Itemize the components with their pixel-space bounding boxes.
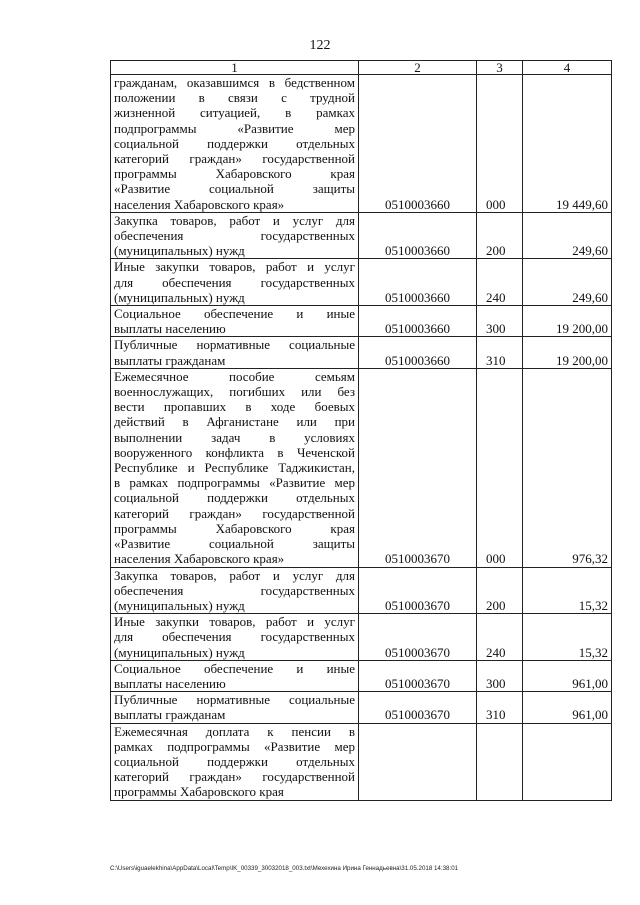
description-line: Закупка товаров, работ и услуг для (114, 212, 355, 228)
row-description (111, 692, 359, 723)
row-expense-type: 300 (477, 306, 523, 337)
header-cell-2: 2 (359, 61, 477, 75)
description-line: выплаты населению (114, 321, 226, 337)
description-line: программы Хабаровского края (114, 166, 355, 182)
table-row (111, 692, 612, 723)
row-expense-type: 240 (477, 259, 523, 306)
row-expense-type: 200 (477, 567, 523, 614)
header-cell-3: 3 (477, 61, 523, 75)
row-code: 0510003670 (359, 660, 477, 691)
row-code: 0510003660 (359, 212, 477, 259)
row-expense-type: 200 (477, 212, 523, 259)
description-line: в рамках подпрограммы «Развитие мер (114, 475, 355, 491)
row-description (111, 660, 359, 691)
row-amount: 976,32 (523, 368, 612, 567)
table-row (111, 567, 612, 614)
row-expense-type: 000 (477, 368, 523, 567)
description-line: программы Хабаровского края (114, 520, 355, 536)
row-description (111, 75, 359, 213)
description-line: категорий граждан» государственной (114, 505, 355, 521)
description-line: Социальное обеспечение и иные (114, 306, 355, 322)
row-amount: 961,00 (523, 692, 612, 723)
description-line: «Развитие социальной защиты (114, 181, 355, 197)
description-line: военнослужащих, погибших или без (114, 384, 355, 400)
table-row (111, 212, 612, 259)
description-line: (муниципальных) нужд (114, 597, 245, 613)
description-line: обеспечения государственных (114, 228, 355, 244)
table-header-row (111, 61, 612, 75)
row-description (111, 723, 359, 800)
row-amount: 19 200,00 (523, 306, 612, 337)
table-row (111, 75, 612, 213)
page-number: 122 (309, 38, 331, 53)
description-line: (муниципальных) нужд (114, 644, 245, 660)
description-line: действий в Афганистане или при (114, 414, 355, 430)
description-line: подпрограммы «Развитие мер (114, 120, 355, 136)
description-line: выплаты населению (114, 675, 226, 691)
description-line: Иные закупки товаров, работ и услуг (114, 259, 355, 275)
description-line: «Развитие социальной защиты (114, 536, 355, 552)
row-amount (523, 723, 612, 800)
row-code: 0510003670 (359, 368, 477, 567)
row-code: 0510003660 (359, 75, 477, 213)
description-line: Иные закупки товаров, работ и услуг (114, 614, 355, 630)
description-line: гражданам, оказавшимся в бедственном (114, 75, 355, 90)
description-line: (муниципальных) нужд (114, 243, 245, 259)
row-expense-type: 000 (477, 75, 523, 213)
header-cell-4: 4 (523, 61, 612, 75)
row-code: 0510003670 (359, 692, 477, 723)
description-line: Социальное обеспечение и иные (114, 660, 355, 676)
description-line: обеспечения государственных (114, 582, 355, 598)
file-path-footer: C:\Users\iguaelekhina\AppData\Local\Temp\IK_00339_30032018_003.txt\Мехехина Ирина Геннадьевна\31.05.2018 14:38:01 (110, 865, 459, 872)
row-amount: 15,32 (523, 567, 612, 614)
description-line: Публичные нормативные социальные (114, 692, 355, 708)
description-line: программы Хабаровского края (114, 784, 284, 800)
table-body (111, 61, 612, 801)
description-line: категорий граждан» государственной (114, 769, 355, 785)
table-row (111, 259, 612, 306)
description-line: (муниципальных) нужд (114, 289, 245, 305)
row-description (111, 212, 359, 259)
header-cell-1: 1 (111, 61, 359, 75)
row-description (111, 306, 359, 337)
row-description (111, 259, 359, 306)
budget-table (110, 60, 612, 801)
table-row (111, 306, 612, 337)
row-expense-type: 300 (477, 660, 523, 691)
description-line: Ежемесячное пособие семьям (114, 368, 355, 384)
description-line: социальной поддержки отдельных (114, 753, 355, 769)
row-amount: 249,60 (523, 212, 612, 259)
description-line: выполнении задач в условиях (114, 429, 355, 445)
description-line: для обеспечения государственных (114, 629, 355, 645)
row-code: 0510003660 (359, 259, 477, 306)
row-amount: 15,32 (523, 614, 612, 661)
description-line: выплаты гражданам (114, 707, 226, 723)
description-line: для обеспечения государственных (114, 274, 355, 290)
description-line: рамках подпрограммы «Развитие мер (114, 738, 355, 754)
description-line: категорий граждан» государственной (114, 151, 355, 167)
table-row (111, 368, 612, 567)
row-expense-type: 310 (477, 692, 523, 723)
row-expense-type: 310 (477, 337, 523, 368)
row-amount: 19 200,00 (523, 337, 612, 368)
row-description (111, 337, 359, 368)
description-line: Ежемесячная доплата к пенсии в (114, 723, 355, 739)
table-row (111, 723, 612, 800)
description-line: социальной поддержки отдельных (114, 135, 355, 151)
description-line: жизненной ситуацией, в рамках (114, 105, 355, 121)
row-code: 0510003670 (359, 614, 477, 661)
row-description (111, 614, 359, 661)
description-line: вооруженного конфликта в Чеченской (114, 444, 355, 460)
row-code: 0510003660 (359, 337, 477, 368)
row-code: 0510003660 (359, 306, 477, 337)
table-row (111, 337, 612, 368)
description-line: населения Хабаровского края» (114, 551, 285, 567)
row-description (111, 368, 359, 567)
description-line: Публичные нормативные социальные (114, 337, 355, 353)
description-line: социальной поддержки отдельных (114, 490, 355, 506)
description-line: вести пропавших в ходе боевых (114, 399, 355, 415)
row-amount: 19 449,60 (523, 75, 612, 213)
row-amount: 961,00 (523, 660, 612, 691)
description-line: населения Хабаровского края» (114, 196, 285, 212)
table-row (111, 614, 612, 661)
description-line: Закупка товаров, работ и услуг для (114, 567, 355, 583)
row-amount: 249,60 (523, 259, 612, 306)
description-line: Республике и Республике Таджикистан, (114, 460, 355, 476)
description-line: выплаты гражданам (114, 352, 226, 368)
table-row (111, 660, 612, 691)
row-expense-type (477, 723, 523, 800)
row-code: 0510003670 (359, 567, 477, 614)
row-description (111, 567, 359, 614)
row-expense-type: 240 (477, 614, 523, 661)
row-code (359, 723, 477, 800)
description-line: положении в связи с трудной (114, 90, 355, 106)
